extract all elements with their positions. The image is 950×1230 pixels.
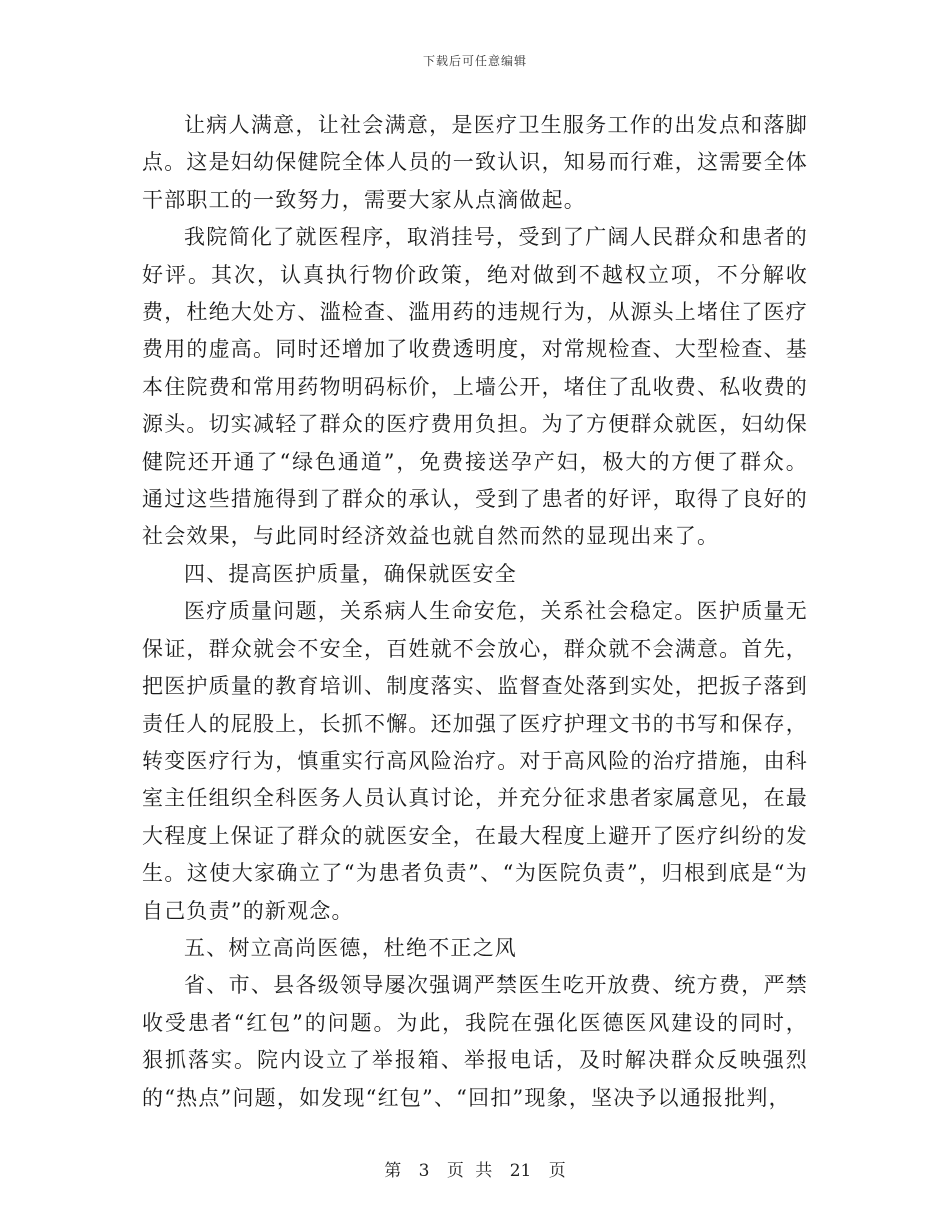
footer-middle: 页 共 [446,1161,493,1181]
footer-current-page: 3 [418,1161,430,1181]
footer-suffix: 页 [548,1161,566,1181]
section-heading-5: 五、树立高尚医德，杜绝不正之风 [184,935,517,960]
paragraph-3: 医疗质量问题，关系病人生命安危，关系社会稳定。医护质量无保证，群众就会不安全，百姓就不会放心，群众就不会满意。首先，把医护质量的教育培训、制度落实、监督查处落到实处，把扳子落到责任人的屁股上，长抓不懈。还加强了医疗护理文书的书写和保存，转变医疗行为，慎重实行高风险治疗。对于高风险的治疗措施，由科室主任组织全科医务人员认真讨论，并充分征求患者家属意见，在最大程度上保证了群众的就医安全，在最大程度上避开了医疗纠纷的发生。这使大家确立了“为患者负责”、“为医院负责”，归根到底是“为自己负责”的新观念。 [142,599,808,923]
section-heading-4: 四、提高医护质量，确保就医安全 [184,561,517,586]
body-content [142,107,808,1117]
page-header-note: 下载后可任意编辑 [422,54,527,68]
paragraph-4: 省、市、县各级领导屡次强调严禁医生吃开放费、统方费，严禁收受患者“红包”的问题。为此，我院在强化医德医风建设的同时，狠抓落实。院内设立了举报箱、举报电话，及时解决群众反映强烈的“热点”问题，如发现“红包”、“回扣”现象，坚决予以通报批判， [142,973,808,1110]
page-footer [0,1156,950,1181]
footer-prefix: 第 [384,1161,402,1181]
footer-total-pages: 21 [509,1161,532,1181]
paragraph-2: 我院简化了就医程序，取消挂号，受到了广阔人民群众和患者的好评。其次，认真执行物价政策，绝对做到不越权立项，不分解收费，杜绝大处方、滥检查、滥用药的违规行为，从源头上堵住了医疗费用的虚高。同时还增加了收费透明度，对常规检查、大型检查、基本住院费和常用药物明码标价，上墙公开，堵住了乱收费、私收费的源头。切实减轻了群众的医疗费用负担。为了方便群众就医，妇幼保健院还开通了“绿色通道”，免费接送孕产妇，极大的方便了群众。通过这些措施得到了群众的承认，受到了患者的好评，取得了良好的社会效果，与此同时经济效益也就自然而然的显现出来了。 [142,225,808,549]
paragraph-1: 让病人满意，让社会满意，是医疗卫生服务工作的出发点和落脚点。这是妇幼保健院全体人员的一致认识，知易而行难，这需要全体干部职工的一致努力，需要大家从点滴做起。 [142,113,808,212]
